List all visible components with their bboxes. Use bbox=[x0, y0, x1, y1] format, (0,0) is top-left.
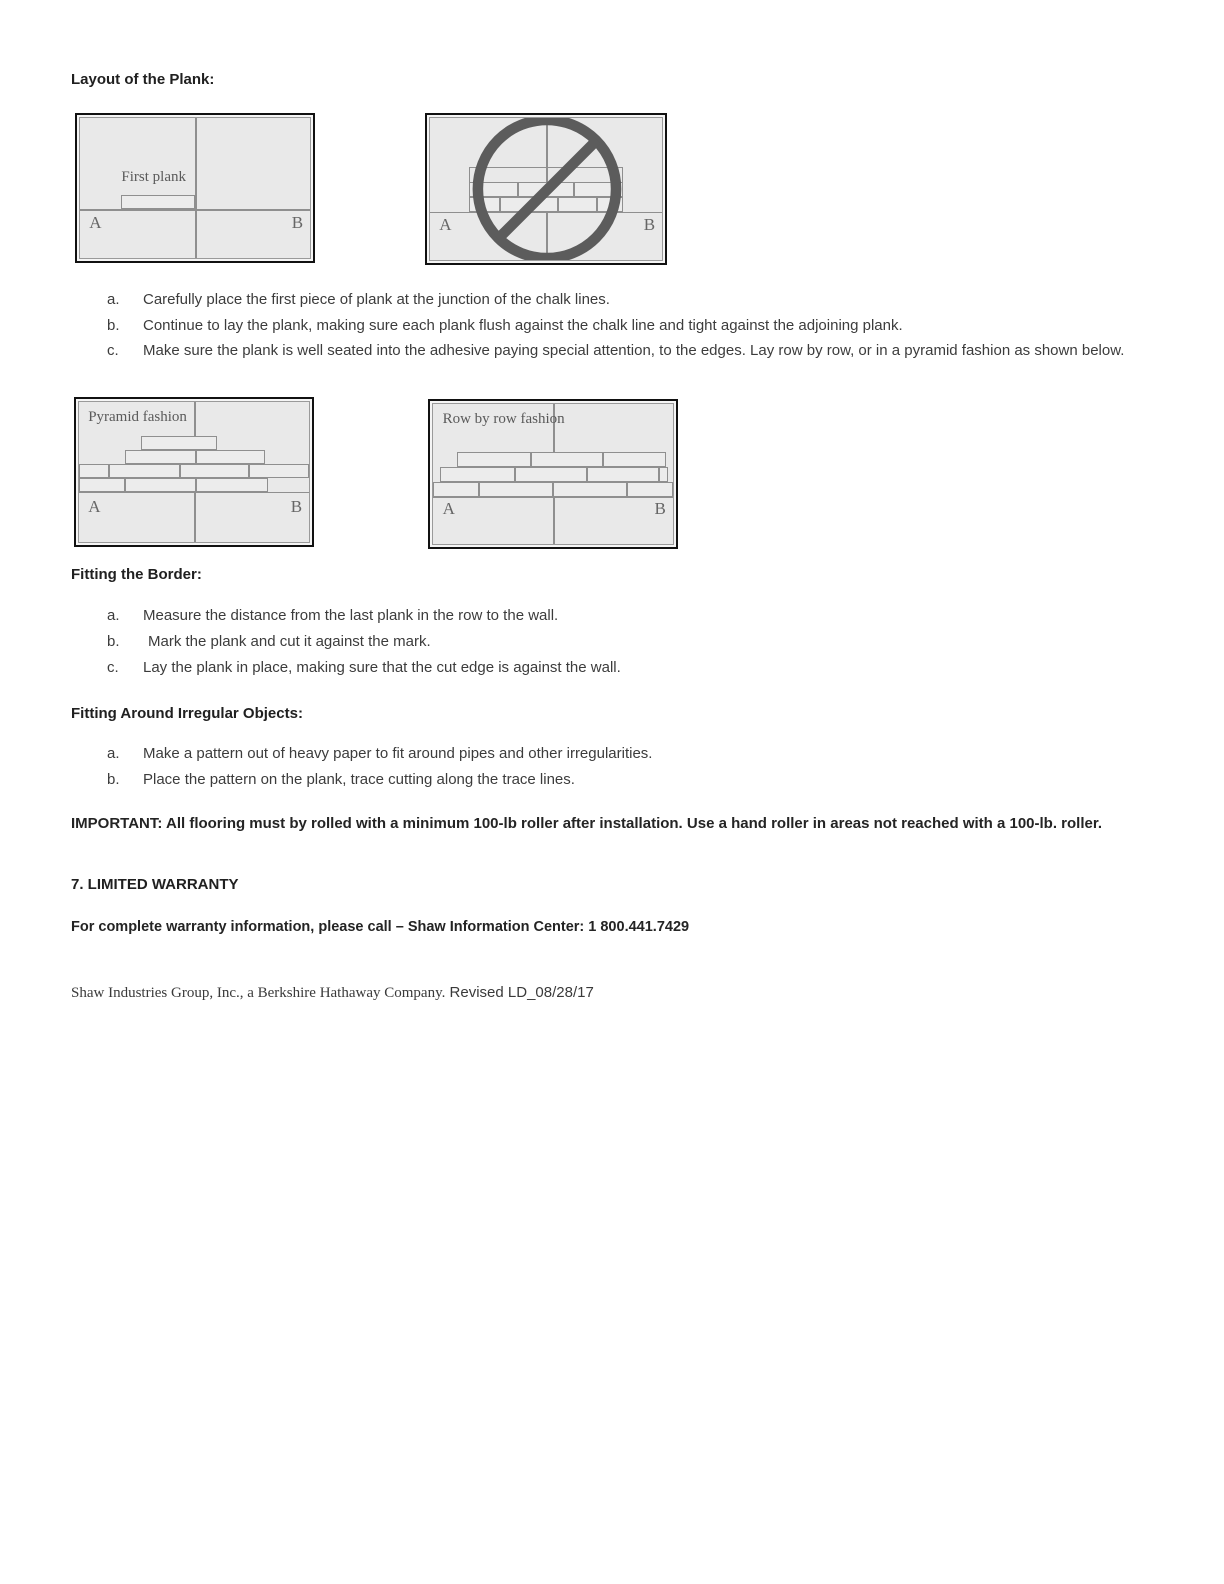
row-by-row-caption: Row by row fashion bbox=[442, 411, 565, 427]
corner-label-b: B bbox=[654, 499, 666, 519]
plank-piece bbox=[79, 478, 125, 492]
diagram-canvas bbox=[429, 117, 663, 261]
plank-piece bbox=[109, 464, 180, 478]
layout-of-plank-heading: Layout of the Plank: bbox=[71, 71, 215, 88]
plank-piece bbox=[125, 450, 196, 464]
plank-piece bbox=[141, 436, 217, 450]
important-note: IMPORTANT: All flooring must by rolled with a minimum 100-lb roller after installation. Use a hand roller in areas not reached with a 100-lb. roller. bbox=[71, 815, 1103, 832]
diagram-frame bbox=[430, 401, 676, 547]
plank-piece bbox=[440, 467, 514, 482]
corner-label-a: A bbox=[88, 497, 101, 517]
list-item bbox=[71, 629, 1140, 655]
diagram-canvas bbox=[79, 117, 311, 259]
footer-company-text: Shaw Industries Group, Inc., a Berkshire Hathaway Company. bbox=[71, 985, 446, 1001]
first-plank-caption: First plank bbox=[121, 169, 186, 185]
corner-label-b: B bbox=[291, 213, 304, 233]
list-item-text: Place the pattern on the plank, trace cutting along the trace lines. bbox=[143, 771, 575, 788]
list-item bbox=[71, 767, 1140, 793]
footer-line bbox=[71, 984, 594, 1002]
footer-revision-text: Revised LD_08/28/17 bbox=[449, 984, 594, 1001]
plank-piece bbox=[457, 452, 531, 467]
diagram-frame bbox=[77, 115, 313, 261]
plank-piece bbox=[479, 482, 553, 497]
list-item-text: Mark the plank and cut it against the mark. bbox=[148, 633, 431, 650]
list-marker: a. bbox=[107, 745, 120, 762]
limited-warranty-heading: 7. LIMITED WARRANTY bbox=[71, 876, 239, 893]
chalk-line-horizontal bbox=[80, 209, 310, 211]
list-item bbox=[71, 338, 1140, 364]
chalk-line-vertical bbox=[195, 118, 197, 258]
list-item bbox=[71, 741, 1140, 767]
list-marker: c. bbox=[107, 659, 119, 676]
plank-piece bbox=[125, 478, 196, 492]
diagram-frame bbox=[76, 399, 312, 545]
plank-piece bbox=[587, 467, 659, 482]
plank-piece bbox=[121, 195, 195, 209]
list-item-text: Carefully place the first piece of plank at the junction of the chalk lines. bbox=[143, 291, 610, 308]
plank-piece bbox=[433, 482, 479, 497]
fitting-irregular-heading: Fitting Around Irregular Objects: bbox=[71, 705, 303, 722]
plank-piece bbox=[180, 464, 249, 478]
plank-piece bbox=[196, 478, 267, 492]
list-marker: b. bbox=[107, 771, 120, 788]
plank-piece bbox=[249, 464, 309, 478]
diagram-canvas bbox=[432, 403, 674, 545]
list-item-text: Make a pattern out of heavy paper to fit around pipes and other irregularities. bbox=[143, 745, 653, 762]
chalk-line-horizontal bbox=[79, 492, 309, 494]
list-marker: b. bbox=[107, 316, 120, 334]
diagram-canvas bbox=[78, 401, 310, 543]
list-item bbox=[71, 603, 1140, 629]
corner-label-a: A bbox=[439, 214, 452, 234]
plank-piece bbox=[553, 482, 627, 497]
plank-piece bbox=[196, 450, 265, 464]
list-marker: b. bbox=[107, 633, 120, 650]
diagram-frame bbox=[427, 115, 665, 263]
list-item-text: Make sure the plank is well seated into the adhesive paying special attention, to the edges. Lay row by row, or in a pyramid fashion as shown below. bbox=[143, 342, 1125, 359]
diagram-pyramid-fashion bbox=[74, 397, 314, 547]
plank-piece bbox=[627, 482, 673, 497]
pyramid-caption: Pyramid fashion bbox=[88, 409, 187, 425]
corner-label-a: A bbox=[442, 499, 455, 519]
plank-piece bbox=[515, 467, 587, 482]
corner-label-b: B bbox=[643, 214, 656, 234]
list-marker: a. bbox=[107, 607, 120, 624]
plank-piece bbox=[659, 467, 669, 482]
diagram-row-by-row-fashion bbox=[428, 399, 678, 549]
plank-piece bbox=[531, 452, 603, 467]
prohibition-icon bbox=[430, 118, 662, 260]
corner-label-b: B bbox=[290, 497, 303, 517]
list-item bbox=[71, 287, 1140, 313]
list-marker: a. bbox=[107, 291, 120, 308]
plank-piece bbox=[603, 452, 665, 467]
diagram-first-plank bbox=[75, 113, 315, 263]
warranty-info-line: For complete warranty information, please call – Shaw Information Center: 1 800.441.7429 bbox=[71, 919, 690, 935]
border-steps-list bbox=[71, 603, 1140, 681]
corner-label-a: A bbox=[89, 213, 102, 233]
list-item-text: Continue to lay the plank, making sure each plank flush against the chalk line and tight against the adjoining plank. bbox=[143, 316, 903, 334]
layout-steps-list bbox=[71, 287, 1140, 364]
list-item-text: Measure the distance from the last plank in the row to the wall. bbox=[143, 607, 559, 624]
list-item-text: Lay the plank in place, making sure that the cut edge is against the wall. bbox=[143, 659, 621, 676]
fitting-border-heading: Fitting the Border: bbox=[71, 566, 202, 583]
list-item bbox=[71, 313, 1140, 339]
list-item bbox=[71, 655, 1140, 681]
list-marker: c. bbox=[107, 342, 119, 359]
diagram-prohibited-layout bbox=[425, 113, 667, 265]
irregular-steps-list bbox=[71, 741, 1140, 793]
plank-piece bbox=[79, 464, 109, 478]
